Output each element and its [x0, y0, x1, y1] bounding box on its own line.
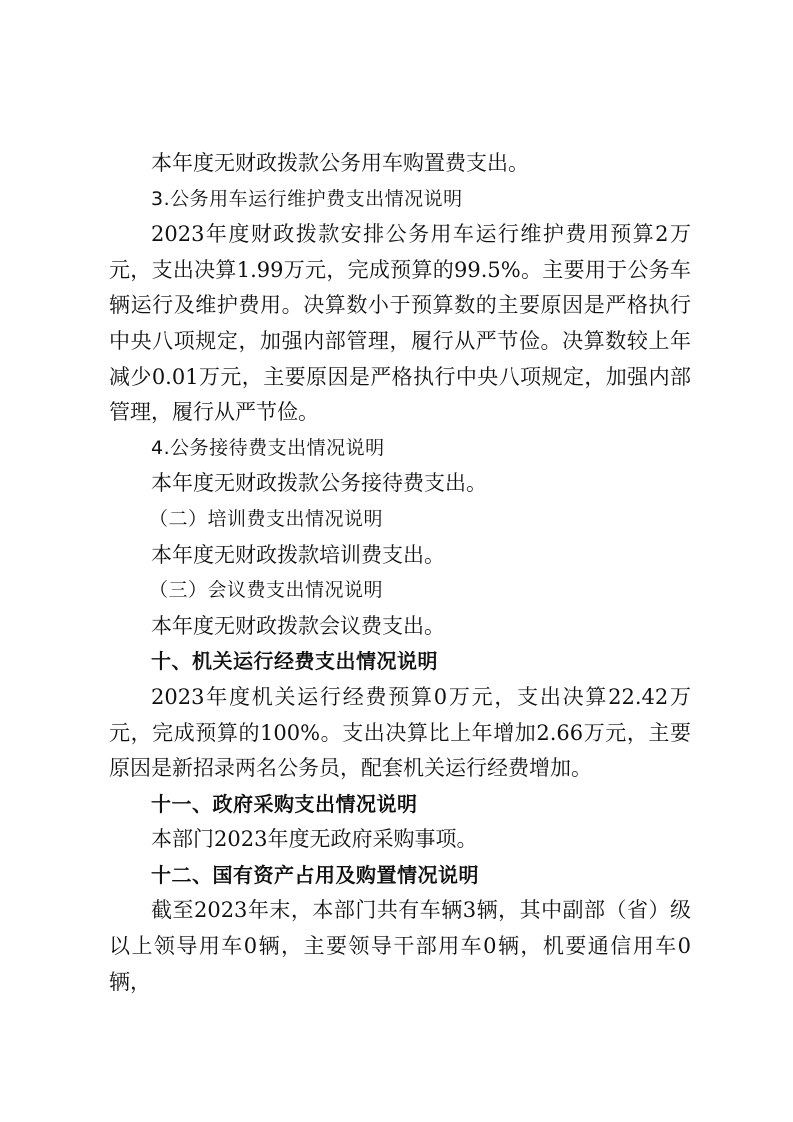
- paragraph-vehicle-maintenance: 2023年度财政拨款安排公务用车运行维护费用预算2万元，支出决算1.99万元，完成预算的99.5%。主要用于公务车辆运行及维护费用。决算数小于预算数的主要原因是严格执行中央八项规定，加强内部管理，履行从严节俭。决算数较上年减少0.01万元，主要原因是严格执行中央八项规定，加强内部管理，履行从严节俭。: [109, 222, 691, 425]
- document-body: [109, 146, 691, 1000]
- paragraph-no-vehicle-purchase: 本年度无财政拨款公务用车购置费支出。: [151, 151, 529, 175]
- section-heading-operating-expense: 十、机关运行经费支出情况说明: [151, 649, 438, 674]
- paragraph-government-procurement: 本部门2023年度无政府采购事项。: [151, 827, 478, 852]
- paragraph-state-assets: 截至2023年末，本部门共有车辆3辆，其中副部（省）级以上领导用车0辆，主要领导干部用车0辆，机要通信用车0辆，: [109, 898, 691, 994]
- subheading-training-expense: （二）培训费支出情况说明: [149, 507, 384, 530]
- subheading-vehicle-maintenance: 3.公务用车运行维护费支出情况说明: [151, 187, 463, 210]
- section-heading-state-assets: 十二、国有资产占用及购置情况说明: [151, 862, 479, 887]
- paragraph-training-expense: 本年度无财政拨款培训费支出。: [151, 542, 445, 567]
- paragraph-reception-expense: 本年度无财政拨款公务接待费支出。: [151, 471, 487, 496]
- subheading-meeting-expense: （三）会议费支出情况说明: [149, 579, 384, 602]
- paragraph-operating-expense: 2023年度机关运行经费预算0万元，支出决算22.42万元，完成预算的100%。支出决算比上年增加2.66万元，主要原因是新招录两名公务员，配套机关运行经费增加。: [109, 684, 691, 781]
- paragraph-meeting-expense: 本年度无财政拨款会议费支出。: [151, 613, 445, 638]
- subheading-reception-expense: 4.公务接待费支出情况说明: [151, 436, 385, 459]
- section-heading-government-procurement: 十一、政府采购支出情况说明: [151, 791, 418, 816]
